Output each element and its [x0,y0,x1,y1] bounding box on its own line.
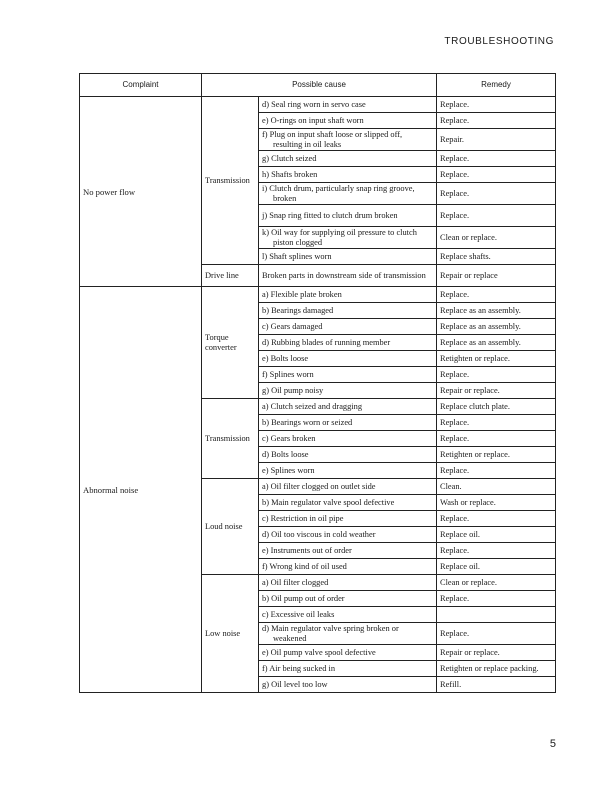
remedy-cell: Replace as an assembly. [437,303,556,319]
possible-cause-text: g) Oil pump noisy [262,385,324,395]
remedy-cell: Retighten or replace packing. [437,661,556,677]
possible-cause-text: e) Instruments out of order [262,545,352,555]
possible-cause-cell [259,591,437,607]
subsystem-cell: Transmission [202,399,259,479]
column-header-cause: Possible cause [202,74,437,97]
remedy-cell: Retighten or replace. [437,447,556,463]
possible-cause-text: e) Splines worn [262,465,315,475]
possible-cause-text: c) Excessive oil leaks [262,609,335,619]
possible-cause-text: d) Seal ring worn in servo case [262,99,366,109]
complaint-cell: Abnormal noise [80,287,202,693]
possible-cause-cell [259,249,437,265]
possible-cause-text: d) Main regulator valve spring broken or weakened [262,623,399,643]
possible-cause-cell [259,399,437,415]
possible-cause-text: h) Shafts broken [262,169,318,179]
table-row [80,287,556,303]
possible-cause-cell [259,447,437,463]
possible-cause-text: a) Oil filter clogged on outlet side [262,481,376,491]
possible-cause-cell [259,559,437,575]
remedy-cell: Clean or replace. [437,575,556,591]
remedy-cell: Replace. [437,287,556,303]
remedy-cell: Replace. [437,151,556,167]
remedy-cell: Repair or replace. [437,645,556,661]
possible-cause-text: f) Splines worn [262,369,314,379]
possible-cause-cell [259,495,437,511]
remedy-cell: Replace clutch plate. [437,399,556,415]
remedy-cell: Replace. [437,167,556,183]
remedy-cell: Clean. [437,479,556,495]
possible-cause-cell [259,167,437,183]
subsystem-cell: Drive line [202,265,259,287]
remedy-cell: Repair or replace [437,265,556,287]
possible-cause-text: f) Wrong kind of oil used [262,561,347,571]
possible-cause-text: i) Clutch drum, particularly snap ring groove, broken [262,183,415,203]
possible-cause-text: a) Oil filter clogged [262,577,329,587]
remedy-cell: Replace shafts. [437,249,556,265]
remedy-cell: Repair or replace. [437,383,556,399]
possible-cause-cell [259,151,437,167]
possible-cause-text: l) Shaft splines worn [262,251,332,261]
page-header-title: TROUBLESHOOTING [444,36,554,47]
possible-cause-text: b) Bearings worn or seized [262,417,353,427]
table-header-row [80,74,556,97]
possible-cause-cell [259,319,437,335]
possible-cause-cell [259,97,437,113]
possible-cause-cell [259,677,437,693]
possible-cause-text: e) Oil pump valve spool defective [262,647,376,657]
remedy-cell: Replace. [437,183,556,205]
possible-cause-cell [259,383,437,399]
column-header-remedy: Remedy [437,74,556,97]
possible-cause-cell [259,367,437,383]
possible-cause-cell [259,303,437,319]
remedy-cell: Replace. [437,463,556,479]
possible-cause-text: d) Rubbing blades of running member [262,337,391,347]
possible-cause-cell [259,511,437,527]
remedy-cell: Replace. [437,543,556,559]
possible-cause-cell [259,287,437,303]
remedy-cell: Wash or replace. [437,495,556,511]
subsystem-cell: Transmission [202,97,259,265]
possible-cause-text: b) Oil pump out of order [262,593,345,603]
column-header-complaint: Complaint [80,74,202,97]
possible-cause-cell [259,415,437,431]
possible-cause-cell [259,129,437,151]
table-row [80,97,556,113]
possible-cause-text: g) Clutch seized [262,153,317,163]
complaint-cell: No power flow [80,97,202,287]
remedy-cell: Replace. [437,623,556,645]
remedy-cell: Replace. [437,367,556,383]
possible-cause-cell [259,661,437,677]
possible-cause-cell [259,113,437,129]
possible-cause-text: c) Gears damaged [262,321,323,331]
remedy-cell [437,607,556,623]
remedy-cell: Clean or replace. [437,227,556,249]
page-number: 5 [549,738,556,750]
remedy-cell: Replace oil. [437,527,556,543]
remedy-cell: Replace. [437,113,556,129]
possible-cause-text: b) Bearings damaged [262,305,334,315]
possible-cause-text: e) O-rings on input shaft worn [262,115,364,125]
remedy-cell: Replace. [437,205,556,227]
troubleshooting-table [79,73,556,693]
remedy-cell: Refill. [437,677,556,693]
remedy-cell: Retighten or replace. [437,351,556,367]
possible-cause-cell [259,431,437,447]
possible-cause-text: a) Clutch seized and dragging [262,401,363,411]
subsystem-cell: Low noise [202,575,259,693]
remedy-cell: Replace. [437,591,556,607]
possible-cause-text: c) Gears broken [262,433,316,443]
subsystem-cell: Torque converter [202,287,259,399]
possible-cause-cell [259,227,437,249]
remedy-cell: Replace. [437,431,556,447]
possible-cause-text: b) Main regulator valve spool defective [262,497,395,507]
possible-cause-cell [259,527,437,543]
possible-cause-cell [259,205,437,227]
possible-cause-cell [259,183,437,205]
possible-cause-text: j) Snap ring fitted to clutch drum broken [262,210,398,220]
remedy-cell: Replace. [437,97,556,113]
possible-cause-text: Broken parts in downstream side of transmission [262,270,426,280]
possible-cause-text: g) Oil level too low [262,679,328,689]
possible-cause-cell [259,265,437,287]
remedy-cell: Repair. [437,129,556,151]
remedy-cell: Replace. [437,415,556,431]
possible-cause-text: e) Bolts loose [262,353,309,363]
subsystem-cell: Loud noise [202,479,259,575]
possible-cause-cell [259,543,437,559]
possible-cause-text: k) Oil way for supplying oil pressure to clutch piston clogged [262,227,417,247]
possible-cause-cell [259,607,437,623]
possible-cause-text: a) Flexible plate broken [262,289,342,299]
possible-cause-text: d) Oil too viscous in cold weather [262,529,376,539]
table-body [80,97,556,693]
possible-cause-cell [259,479,437,495]
possible-cause-cell [259,623,437,645]
remedy-cell: Replace oil. [437,559,556,575]
possible-cause-text: f) Plug on input shaft loose or slipped off, resulting in oil leaks [262,129,403,149]
possible-cause-cell [259,463,437,479]
possible-cause-cell [259,575,437,591]
remedy-cell: Replace as an assembly. [437,319,556,335]
remedy-cell: Replace as an assembly. [437,335,556,351]
possible-cause-text: c) Restriction in oil pipe [262,513,344,523]
possible-cause-cell [259,351,437,367]
possible-cause-text: f) Air being sucked in [262,663,336,673]
remedy-cell: Replace. [437,511,556,527]
possible-cause-cell [259,335,437,351]
possible-cause-text: d) Bolts loose [262,449,309,459]
possible-cause-cell [259,645,437,661]
